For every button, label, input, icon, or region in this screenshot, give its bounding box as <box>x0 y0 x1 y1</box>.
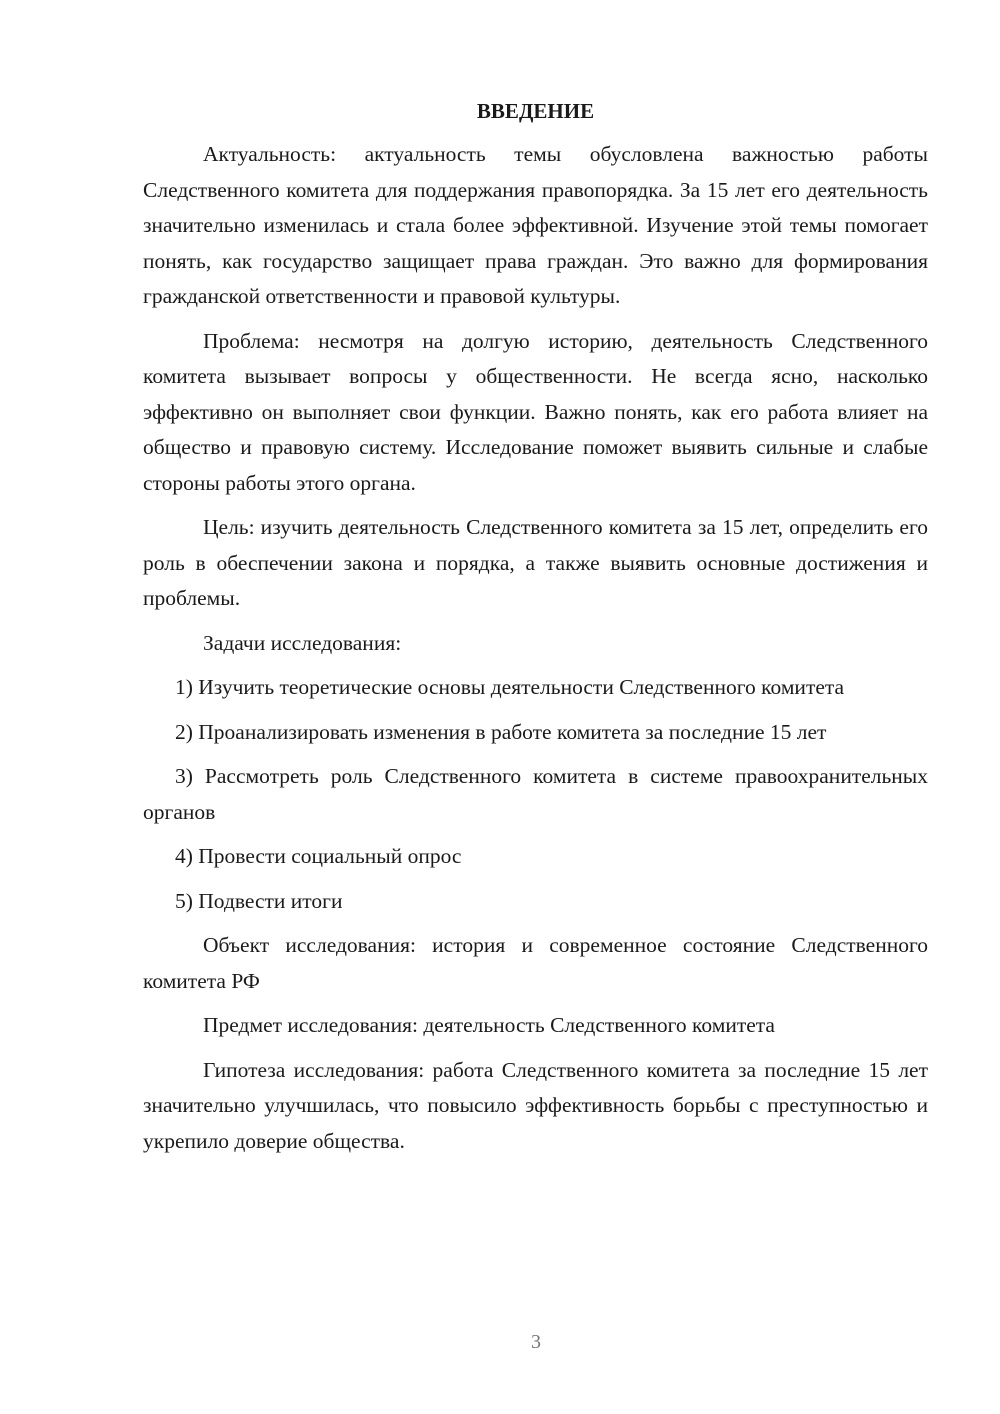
task-item: 3) Рассмотреть роль Следственного комитета в системе правоохранительных органов <box>143 764 928 824</box>
page-number: 3 <box>531 1331 541 1353</box>
document-page <box>143 96 928 1168</box>
relevance-paragraph: Актуальность: актуальность темы обусловлена важностью работы Следственного комитета для поддержания правопорядка. За 15 лет его деятельность значительно изменилась и стала более эффективной. Изучение этой темы помогает понять, как государство защищает права граждан. Это важно для формирования гражданской ответственности и правовой культуры. <box>143 142 928 308</box>
task-item: 4) Провести социальный опрос <box>175 844 462 868</box>
section-heading: ВВЕДЕНИЕ <box>476 99 595 123</box>
hypothesis-paragraph: Гипотеза исследования: работа Следственного комитета за последние 15 лет значительно улучшилась, что повысило эффективность борьбы с преступностью и укрепило доверие общества. <box>143 1057 928 1153</box>
task-item: 2) Проанализировать изменения в работе комитета за последние 15 лет <box>175 719 827 744</box>
task-item: 5) Подвести итоги <box>175 888 343 913</box>
task-item: 1) Изучить теоретические основы деятельности Следственного комитета <box>175 675 845 699</box>
tasks-title: Задачи исследования: <box>203 630 402 655</box>
goal-paragraph: Цель: изучить деятельность Следственного комитета за 15 лет, определить его роль в обеспечении закона и порядка, а также выявить основные достижения и проблемы. <box>143 515 928 610</box>
object-paragraph: Объект исследования: история и современное состояние Следственного комитета РФ <box>143 933 928 993</box>
problem-paragraph: Проблема: несмотря на долгую историю, деятельность Следственного комитета вызывает вопросы у общественности. Не всегда ясно, насколько эффективно он выполняет свои функции. Важно понять, как его работа влияет на общество и правовую систему. Исследование поможет выявить сильные и слабые стороны работы этого органа. <box>143 328 928 495</box>
subject-paragraph: Предмет исследования: деятельность Следственного комитета <box>203 1013 775 1037</box>
